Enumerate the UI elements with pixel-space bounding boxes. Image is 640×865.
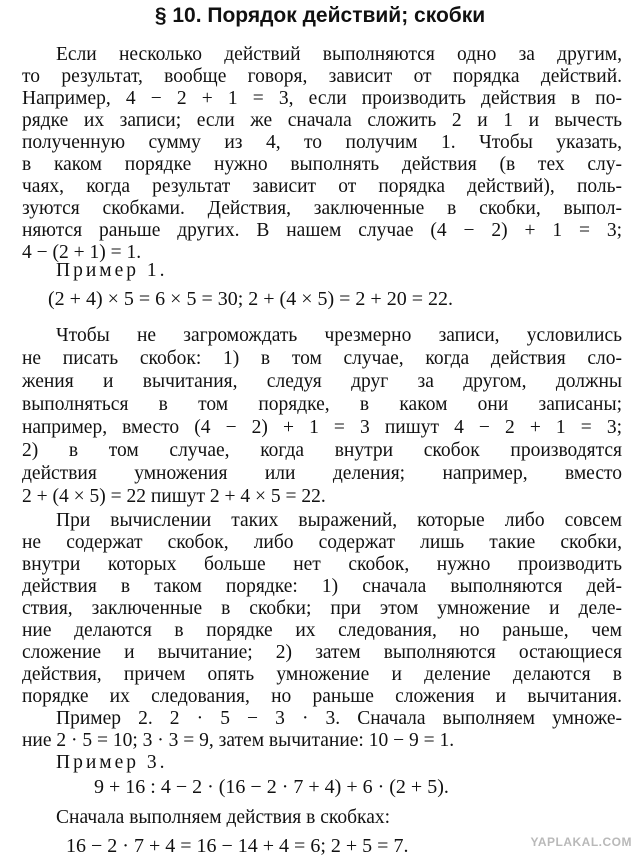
text-line: не содержат скобок, либо содержат лишь такие скобки, bbox=[22, 532, 622, 553]
formula: 9 + 16 : 4 − 2 · (16 − 2 · 7 + 4) + 6 · (2 + 5). bbox=[94, 776, 449, 798]
text-line: Сначала выполняем действия в скобках: bbox=[56, 807, 391, 828]
text-line: в каком порядке нужно выполнять действия (в тех слу- bbox=[22, 154, 622, 175]
text-line: не писать скобок: 1) в том случае, когда действия сло- bbox=[22, 348, 622, 369]
example-line: Пример 2. 2 · 5 − 3 · 3. Сначала выполняем умноже- bbox=[56, 708, 622, 729]
text-line: действия, причем опять умножение и деление делаются в bbox=[22, 664, 622, 685]
text-line: ние делаются в порядке их следования, но раньше, чем bbox=[22, 620, 622, 641]
text-line: чаях, когда результат зависит от порядка действий), поль- bbox=[22, 176, 622, 197]
text-line: ние 2 · 5 = 10; 3 · 3 = 9, затем вычитание: 10 − 9 = 1. bbox=[22, 730, 455, 751]
text-line: Чтобы не загромождать чрезмерно записи, условились bbox=[56, 325, 622, 346]
text-line: полученную сумму из 4, то получим 1. Чтобы указать, bbox=[22, 132, 622, 153]
text-line: внутри которых больше нет скобок, нужно производить bbox=[22, 554, 622, 575]
text-line: няются раньше других. В нашем случае (4 − 2) + 1 = 3; bbox=[22, 220, 622, 241]
text-line: Если несколько действий выполняются одно за другим, bbox=[56, 44, 622, 65]
text-line: порядке их следования, но раньше сложения и вычитания. bbox=[22, 686, 622, 707]
formula: 16 − 2 · 7 + 4 = 16 − 14 + 4 = 6; 2 + 5 = 7. bbox=[66, 835, 409, 857]
text-line: действия умножения или деления; например, вместо bbox=[22, 463, 622, 484]
text-line: выполняться в том порядке, в каком они записаны; bbox=[22, 394, 622, 415]
text-line: Например, 4 − 2 + 1 = 3, если производить действия в по- bbox=[22, 88, 622, 109]
formula: (2 + 4) × 5 = 6 × 5 = 30; 2 + (4 × 5) = 2 + 20 = 22. bbox=[48, 288, 453, 310]
example-label: Пример 3. bbox=[56, 752, 168, 773]
text-line: сложение и вычитание; 2) затем выполняются остающиеся bbox=[22, 642, 622, 663]
text-line: например, вместо (4 − 2) + 1 = 3 пишут 4 − 2 + 1 = 3; bbox=[22, 417, 622, 438]
example-label: Пример 1. bbox=[56, 260, 168, 281]
text-line: рядке их записи; если же сначала сложить 2 и 1 и вычесть bbox=[22, 110, 622, 131]
text-line: При вычислении таких выражений, которые либо совсем bbox=[56, 510, 622, 531]
text-line: зуются скобками. Действия, заключенные в скобки, выпол- bbox=[22, 198, 622, 219]
watermark: YAPLAKAL.COM bbox=[530, 835, 632, 849]
text-line: действия в таком порядке: 1) сначала выполняются дей- bbox=[22, 576, 622, 597]
text-line: 2 + (4 × 5) = 22 пишут 2 + 4 × 5 = 22. bbox=[22, 486, 326, 507]
text-line: жения и вычитания, следуя друг за другом, должны bbox=[22, 371, 622, 392]
text-line: то результат, вообще говоря, зависит от порядка действий. bbox=[22, 66, 622, 87]
text-line: 4 − (2 + 1) = 1. bbox=[22, 242, 142, 263]
text-line: 2) в том случае, когда внутри скобок производятся bbox=[22, 440, 622, 461]
text-line: ствия, заключенные в скобки; при этом умножение и деле- bbox=[22, 598, 622, 619]
section-title: § 10. Порядок действий; скобки bbox=[154, 4, 486, 27]
